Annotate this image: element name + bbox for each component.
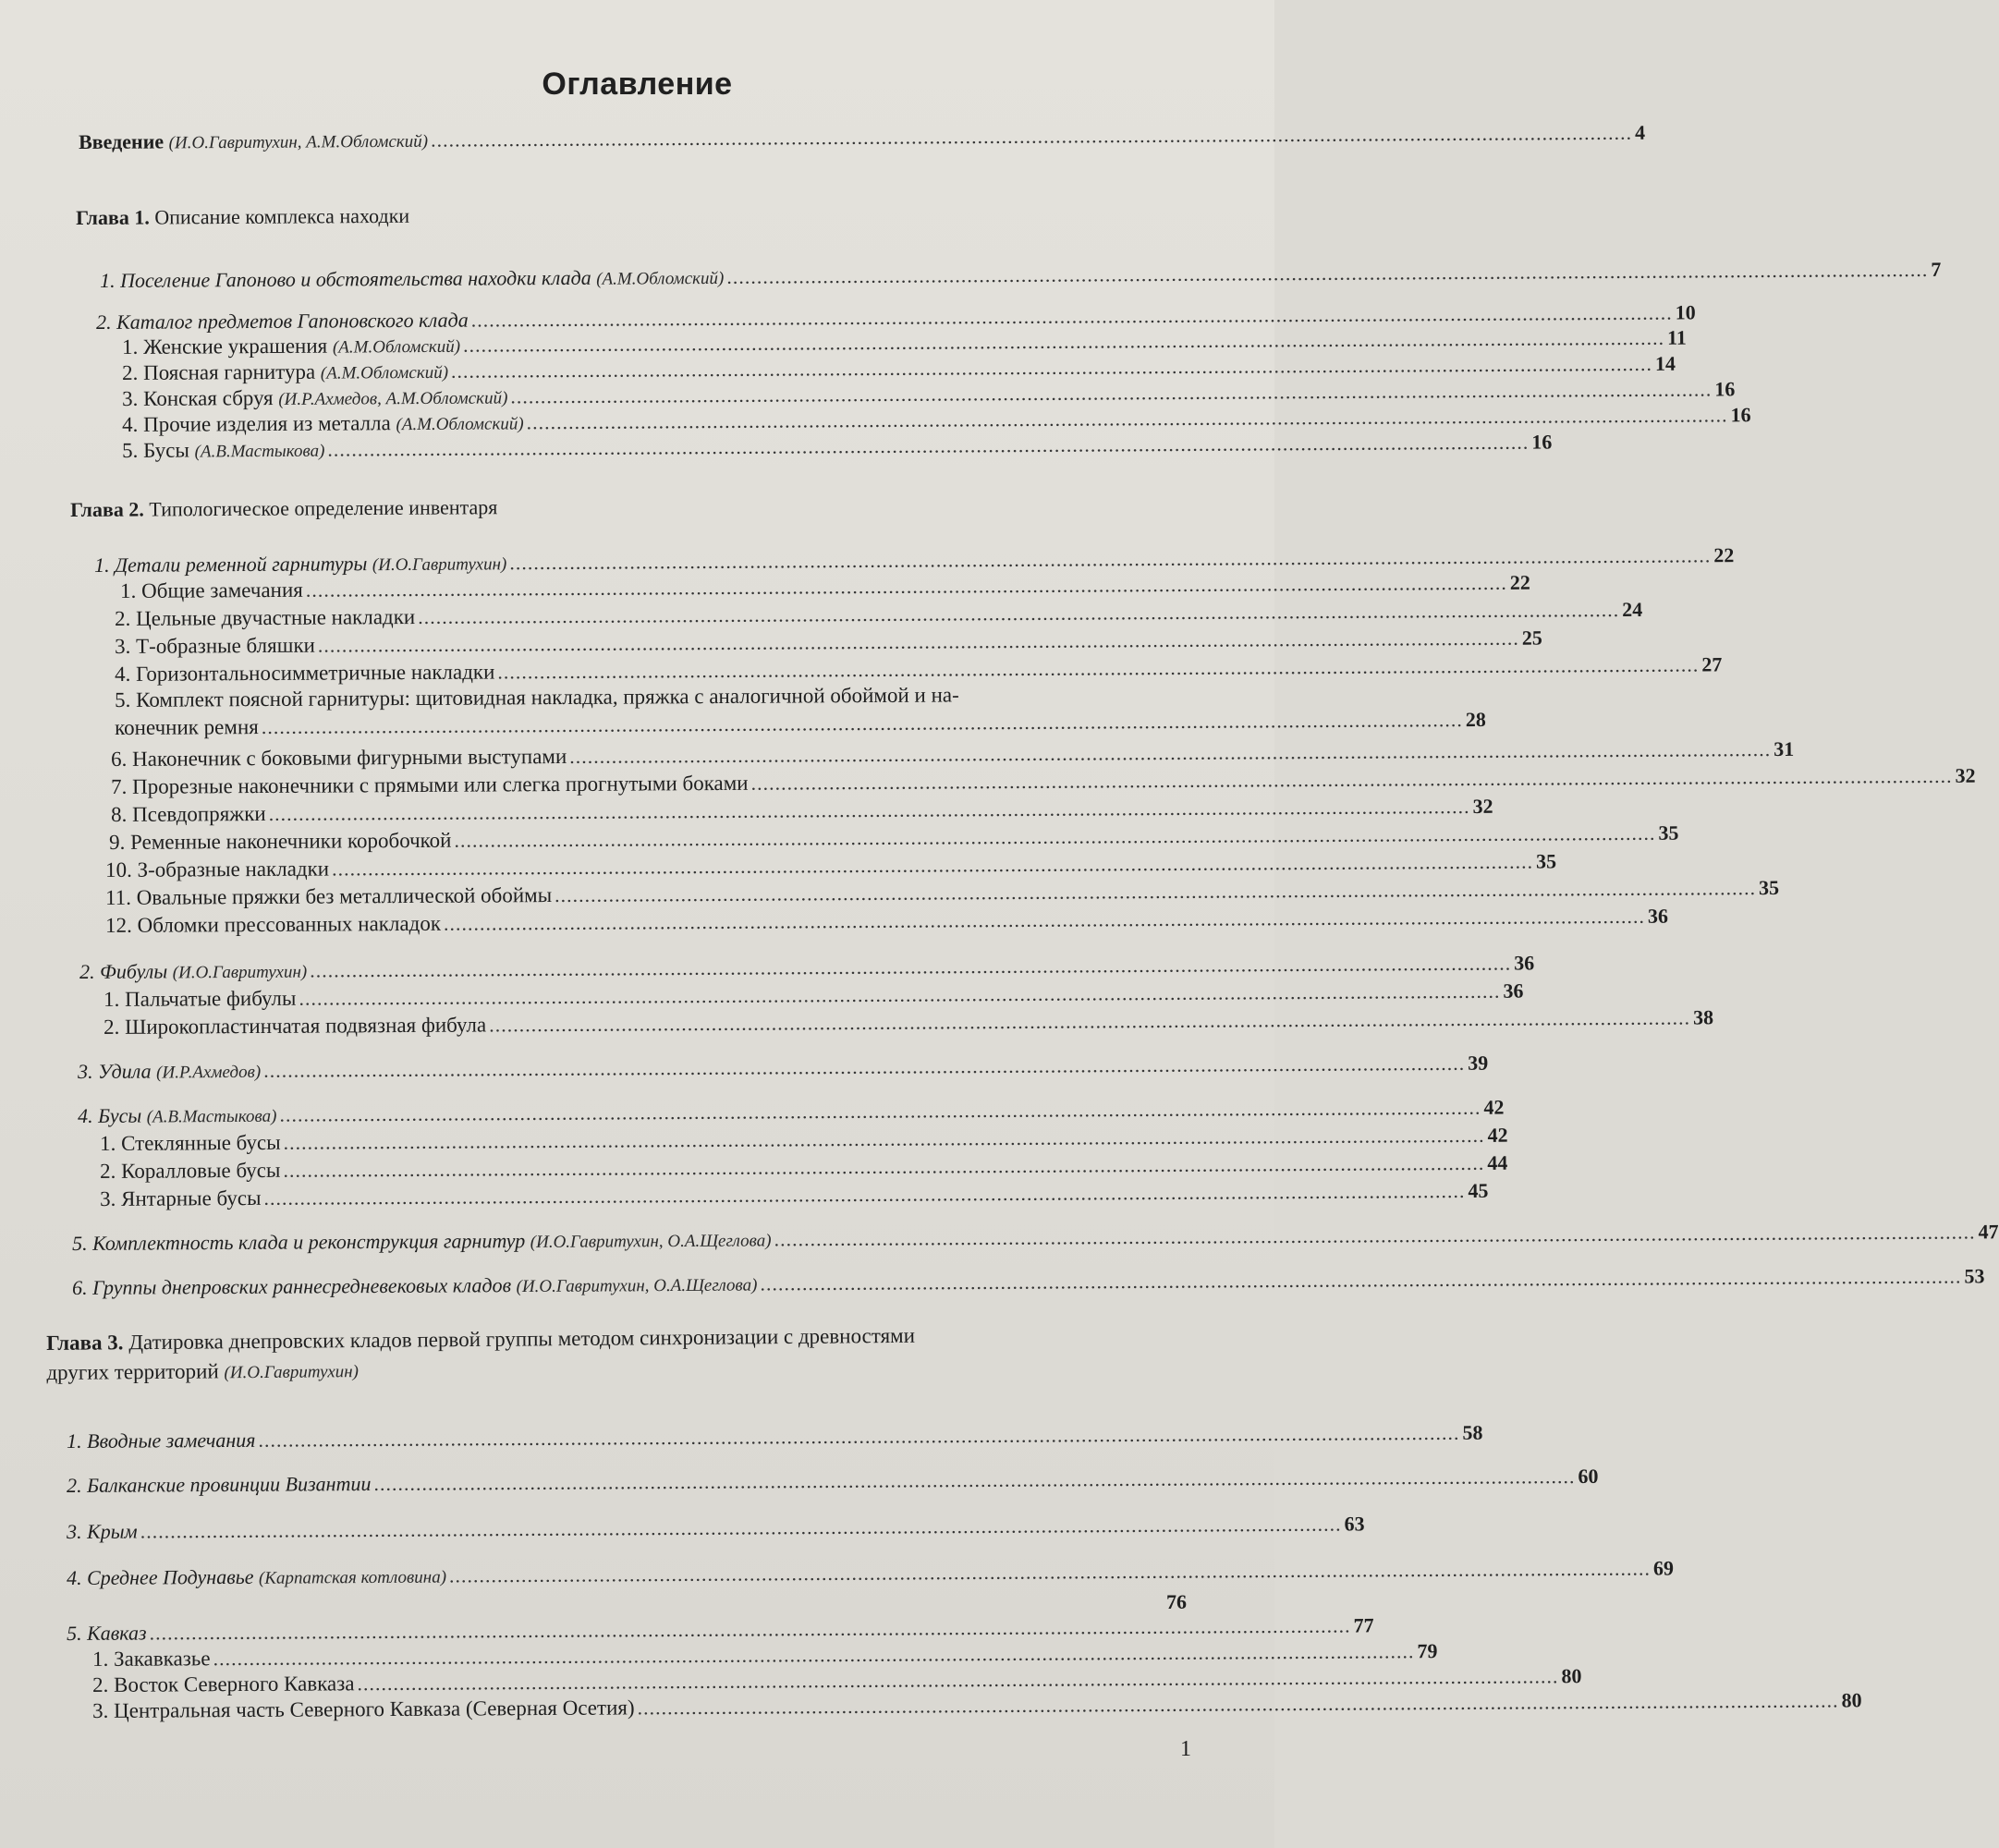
toc-ch2-s5[interactable]: 5. Комплектность клада и реконструкция гарнитур (И.О.Гавритухин, О.А.Щеглова) ........................................................................................................................................................................................................ 47 bbox=[72, 1220, 1999, 1255]
toc-ch1-item[interactable]: 5. Бусы (А.В.Мастыкова) ........................................................................................................................................................................................................ 16 bbox=[122, 430, 1553, 462]
toc-ch1-item[interactable]: 3. Конская сбруя (И.Р.Ахмедов, А.М.Обломский) ........................................................................................................................................................................................................ 16 bbox=[122, 377, 1736, 410]
toc-ch2-item[interactable]: 3. Янтарные бусы ........................................................................................................................................................................................................ 45 bbox=[100, 1178, 1489, 1210]
leader-dots: ........................................................................................................................................................................................................ bbox=[509, 543, 1712, 575]
leader-dots: ........................................................................................................................................................................................................ bbox=[760, 1264, 1962, 1295]
toc-ch2-s1[interactable]: 1. Детали ременной гарнитуры (И.О.Гавритухин) ........................................................................................................................................................................................................ 22 bbox=[94, 543, 1735, 577]
leader-dots: ........................................................................................................................................................................................................ bbox=[149, 1613, 1351, 1645]
toc-ch3-s5[interactable]: 5. Кавказ ........................................................................................................................................................................................................ 77 bbox=[67, 1613, 1374, 1645]
leader-dots: ........................................................................................................................................................................................................ bbox=[510, 377, 1713, 408]
toc-intro[interactable] bbox=[79, 120, 1646, 155]
chapter-3-heading: Глава 3. Датировка днепровских кладов первой группы методом синхронизации с древностями других территорий (И.О.Гавритухин) bbox=[46, 1323, 916, 1384]
toc-ch2-s4[interactable]: 4. Бусы (А.В.Мастыкова) ........................................................................................................................................................................................................ 42 bbox=[78, 1095, 1505, 1127]
toc-ch3-section[interactable]: 4. Среднее Подунавье (Карпатская котловина) ........................................................................................................................................................................................................ 69 bbox=[67, 1556, 1675, 1589]
leader-dots: ........................................................................................................................................................................................................ bbox=[430, 120, 1633, 152]
leader-dots: ........................................................................................................................................................................................................ bbox=[373, 1465, 1576, 1495]
toc-ch1-item[interactable]: 4. Прочие изделия из металла (А.М.Обломский) ........................................................................................................................................................................................................ 16 bbox=[122, 403, 1751, 436]
leader-dots: ........................................................................................................................................................................................................ bbox=[497, 652, 1700, 684]
intro-authors: (И.О.Гавритухин, А.М.Обломский) bbox=[168, 131, 429, 153]
intro-page: 4 bbox=[1634, 120, 1646, 144]
toc-ch2-item[interactable]: 1. Стеклянные бусы ........................................................................................................................................................................................................ 42 bbox=[100, 1123, 1508, 1155]
leader-dots: ........................................................................................................................................................................................................ bbox=[263, 1178, 1466, 1210]
leader-dots: ........................................................................................................................................................................................................ bbox=[555, 876, 1757, 907]
toc-ch2-s2[interactable]: 2. Фибулы (И.О.Гавритухин) ........................................................................................................................................................................................................ 36 bbox=[79, 951, 1535, 983]
toc-ch2-item[interactable]: 2. Цельные двучастные накладки ........................................................................................................................................................................................................ 24 bbox=[115, 597, 1643, 630]
toc-ch2-item[interactable]: 11. Овальные пряжки без металлической обоймы ........................................................................................................................................................................................................ 35 bbox=[105, 875, 1780, 909]
leader-dots: ........................................................................................................................................................................................................ bbox=[726, 257, 1929, 288]
toc-ch2-item[interactable]: 4. Горизонтальносимметричные накладки ........................................................................................................................................................................................................ 27 bbox=[115, 652, 1723, 686]
toc-ch3-section[interactable]: 1. Вводные замечания ........................................................................................................................................................................................................ 58 bbox=[67, 1420, 1483, 1453]
leader-dots: ........................................................................................................................................................................................................ bbox=[331, 849, 1534, 881]
toc-ch1-s1[interactable]: 1. Поселение Гапоново и обстоятельства находки клада (А.М.Обломский) ........................................................................................................................................................................................................ 7 bbox=[100, 257, 1942, 292]
leader-dots: ........................................................................................................................................................................................................ bbox=[305, 570, 1507, 602]
intro-label: Введение bbox=[79, 129, 165, 153]
leader-dots: ........................................................................................................................................................................................................ bbox=[357, 1664, 1559, 1696]
toc-ch2-item[interactable]: 1. Общие замечания ........................................................................................................................................................................................................ 22 bbox=[120, 570, 1530, 602]
page-title: Оглавление bbox=[542, 67, 733, 102]
toc-ch3-item[interactable]: 1. Закавказье ........................................................................................................................................................................................................ 79 bbox=[92, 1639, 1438, 1671]
toc-ch2-item[interactable]: 6. Наконечник с боковыми фигурными выступами ........................................................................................................................................................................................................ 31 bbox=[111, 736, 1795, 771]
leader-dots: ........................................................................................................................................................................................................ bbox=[283, 1123, 1485, 1154]
toc-ch2-item[interactable]: 12. Обломки прессованных накладок ........................................................................................................................................................................................................ 36 bbox=[105, 904, 1669, 937]
leader-dots: ........................................................................................................................................................................................................ bbox=[443, 904, 1646, 935]
chapter-2-heading: Глава 2. Типологическое определение инвентаря bbox=[70, 495, 498, 521]
toc-ch3-item[interactable]: 3. Центральная часть Северного Кавказа (Северная Осетия) ........................................................................................................................................................................................................ 80 bbox=[92, 1688, 1862, 1722]
leader-dots: ........................................................................................................................................................................................................ bbox=[283, 1150, 1485, 1182]
toc-ch2-item[interactable]: конечник ремня ........................................................................................................................................................................................................ 28 bbox=[115, 707, 1486, 739]
leader-dots: ........................................................................................................................................................................................................ bbox=[310, 951, 1512, 982]
toc-ch2-s6[interactable]: 6. Группы днепровских раннесредневековых кладов (И.О.Гавритухин, О.А.Щеглова) ........................................................................................................................................................................................................ 53 bbox=[72, 1264, 1985, 1299]
toc-ch2-item[interactable]: 2. Коралловые бусы ........................................................................................................................................................................................................ 44 bbox=[100, 1150, 1508, 1183]
leader-dots: ........................................................................................................................................................................................................ bbox=[489, 1005, 1691, 1037]
orphan-page-number: 76 bbox=[1166, 1590, 1187, 1613]
chapter-1-heading: Глава 1. Описание комплекса находки bbox=[76, 203, 410, 229]
leader-dots: ........................................................................................................................................................................................................ bbox=[258, 1420, 1460, 1452]
toc-ch2-item[interactable]: 3. Т-образные бляшки ........................................................................................................................................................................................................ 25 bbox=[115, 626, 1542, 658]
toc-ch3-section[interactable]: 2. Балканские провинции Византии ........................................................................................................................................................................................................ 60 bbox=[67, 1464, 1599, 1497]
toc-ch2-s3[interactable]: 3. Удила (И.Р.Ахмедов) ........................................................................................................................................................................................................ 39 bbox=[78, 1051, 1489, 1083]
leader-dots: ........................................................................................................................................................................................................ bbox=[448, 1556, 1652, 1587]
leader-dots: ........................................................................................................................................................................................................ bbox=[299, 979, 1501, 1010]
toc-ch1-item[interactable]: 1. Женские украшения (А.М.Обломский) ........................................................................................................................................................................................................ 11 bbox=[122, 325, 1687, 359]
toc-ch2-item[interactable]: 2. Широкопластинчатая подвязная фибула ........................................................................................................................................................................................................ 38 bbox=[104, 1005, 1714, 1039]
toc-ch1-s2[interactable]: 2. Каталог предметов Гапоновского клада ........................................................................................................................................................................................................ 10 bbox=[96, 300, 1696, 334]
leader-dots: ........................................................................................................................................................................................................ bbox=[263, 1051, 1466, 1082]
leader-dots: ........................................................................................................................................................................................................ bbox=[462, 325, 1665, 357]
toc-ch2-item[interactable]: 9. Ременные наконечники коробочкой ........................................................................................................................................................................................................ 35 bbox=[109, 821, 1679, 854]
page-number: 1 bbox=[1180, 1737, 1191, 1761]
leader-dots: ........................................................................................................................................................................................................ bbox=[637, 1688, 1839, 1720]
leader-dots: ........................................................................................................................................................................................................ bbox=[470, 300, 1673, 332]
leader-dots: ........................................................................................................................................................................................................ bbox=[327, 430, 1530, 461]
toc-ch2-item[interactable]: 7. Прорезные наконечники с прямыми или слегка прогнутыми боками ........................................................................................................................................................................................................ 32 bbox=[111, 763, 1976, 798]
leader-dots: ........................................................................................................................................................................................................ bbox=[418, 598, 1620, 628]
toc-ch1-item[interactable]: 2. Поясная гарнитура (А.М.Обломский) ........................................................................................................................................................................................................ 14 bbox=[122, 351, 1676, 384]
toc-ch2-item[interactable]: 1. Пальчатые фибулы ........................................................................................................................................................................................................ 36 bbox=[104, 979, 1524, 1011]
leader-dots: ........................................................................................................................................................................................................ bbox=[750, 763, 1953, 795]
leader-dots: ........................................................................................................................................................................................................ bbox=[279, 1095, 1481, 1126]
leader-dots: ........................................................................................................................................................................................................ bbox=[261, 708, 1463, 739]
toc-ch2-item[interactable]: 8. Псевдопряжки ........................................................................................................................................................................................................ 32 bbox=[111, 794, 1493, 826]
leader-dots: ........................................................................................................................................................................................................ bbox=[317, 626, 1519, 657]
leader-dots: ........................................................................................................................................................................................................ bbox=[268, 795, 1470, 825]
leader-dots: ........................................................................................................................................................................................................ bbox=[213, 1639, 1415, 1671]
toc-ch2-item-wrap: 5. Комплект поясной гарнитуры: щитовидная накладка, пряжка с аналогичной обоймой и на- bbox=[115, 683, 959, 711]
leader-dots: ........................................................................................................................................................................................................ bbox=[526, 403, 1728, 434]
leader-dots: ........................................................................................................................................................................................................ bbox=[454, 821, 1656, 852]
toc-ch3-section[interactable]: 3. Крым ........................................................................................................................................................................................................ 63 bbox=[67, 1512, 1365, 1543]
toc-ch2-item[interactable]: 10. З-образные накладки ........................................................................................................................................................................................................ 35 bbox=[105, 849, 1557, 881]
leader-dots: ........................................................................................................................................................................................................ bbox=[140, 1512, 1342, 1543]
leader-dots: ........................................................................................................................................................................................................ bbox=[450, 351, 1653, 383]
toc-ch3-item[interactable]: 2. Восток Северного Кавказа ........................................................................................................................................................................................................ 80 bbox=[92, 1664, 1582, 1696]
leader-dots: ........................................................................................................................................................................................................ bbox=[774, 1220, 1976, 1251]
leader-dots: ........................................................................................................................................................................................................ bbox=[569, 737, 1772, 768]
